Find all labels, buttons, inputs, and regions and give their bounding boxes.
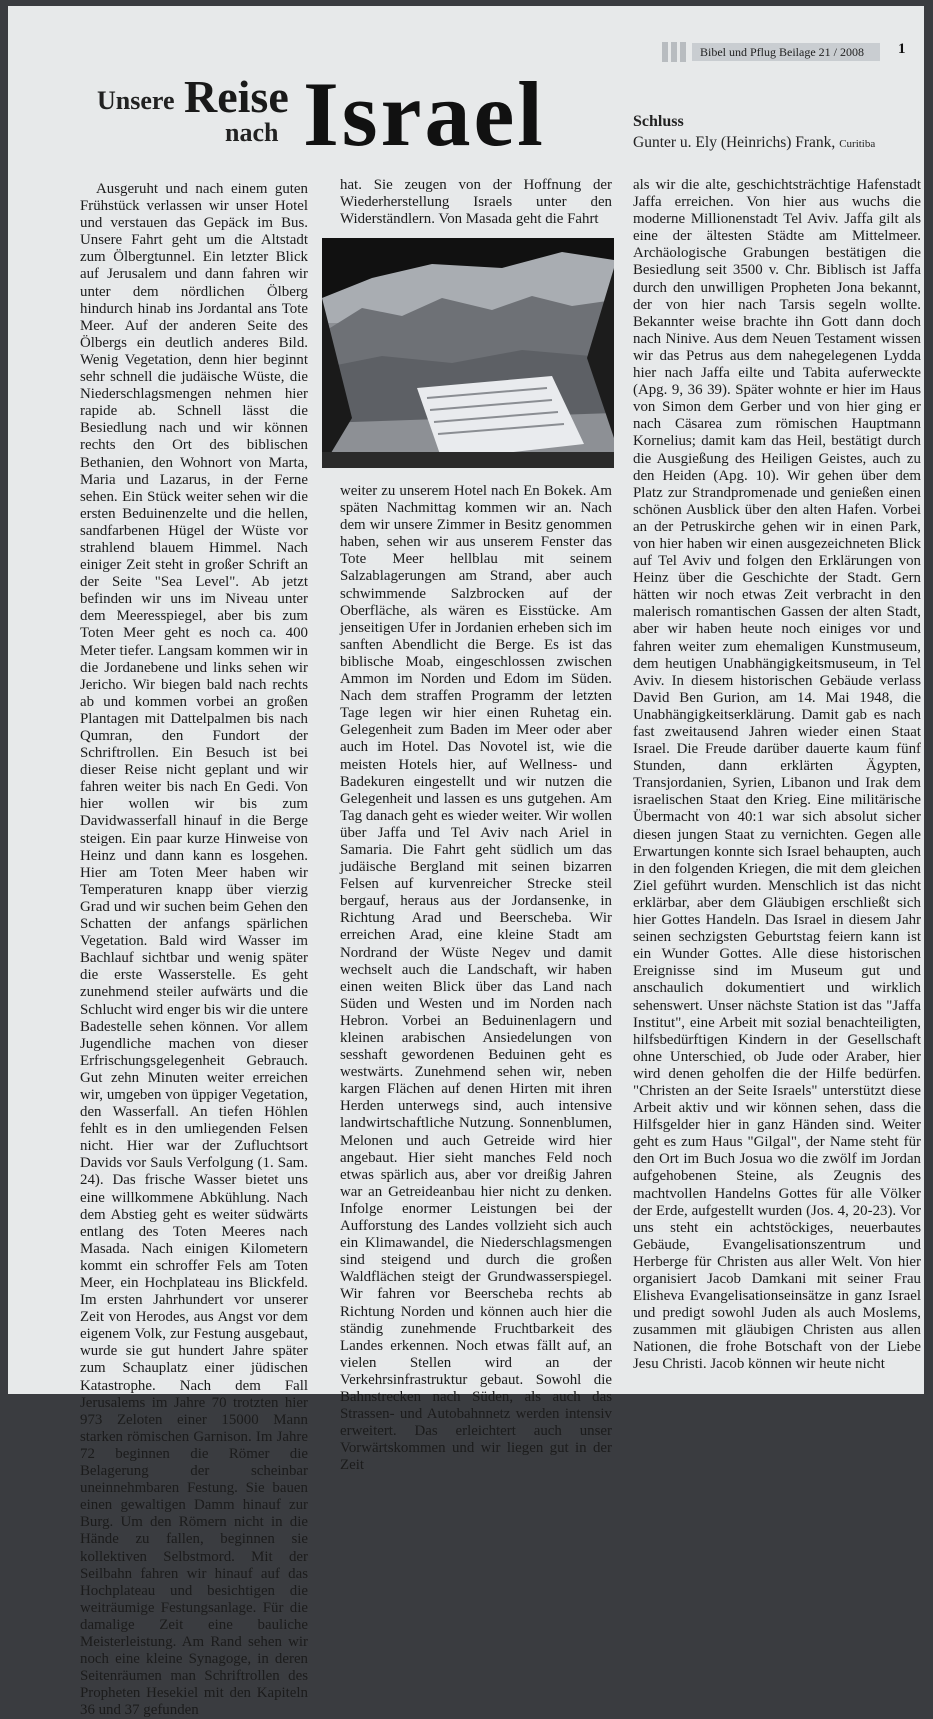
author-names: Gunter u. Ely (Heinrichs) Frank, — [633, 134, 836, 151]
article-column-1 — [80, 181, 308, 1719]
author-location: Curitiba — [839, 138, 876, 150]
title-israel: Israel — [303, 63, 546, 165]
header-stripes-icon — [662, 42, 688, 62]
title-nach: nach — [225, 118, 279, 147]
dead-sea-view-photo — [322, 238, 614, 468]
page-header — [662, 40, 920, 64]
title-reise: Reise — [184, 71, 289, 122]
column-3-text: als wir die alte, geschichtsträchtige Hafenstadt Jaffa erreichen. Von hier aus wuchs die moderne Millionenstadt Tel Aviv. Jaffa gilt als eine der ältesten Städte am Mittelmeer. Archäologische Grabungen bestätigen die Besiedlung seit 3500 v. Chr. Biblisch ist Jaffa durch den unwilligen Propheten Jona bekannt, der von hier nach Tarsis segeln wollte. Bekannter weise brachte ihn Gott dann doch nach Ninive. Aus dem Neuen Testament wissen wir das Petrus aus dem nahegelegenen Lydda hier nach Jaffa eilte und Tabita auferweckte (Apg. 9, 36 39). Später wohnte er hier im Haus von Simon dem Gerber und von hier ging er nach Cäsarea zum römischen Hauptmann Kornelius; damit kam das Heil, bestätigt durch die Ausgießung des Heiligen Geistes, auch zu den Heiden (Apg. 10). Wir gehen über dem Platz zur Strandpromenade und genießen einen schönen Ausblick über den alten Hafen. Vorbei an der Petruskirche gehen wir in einen Park, von hier haben wir einen ausgezeichneten Blick auf Tel Aviv und folgen den Erklärungen von Heinz über die Geschichte der Stadt. Gern hätten wir noch etwas Zeit verbracht in den malerisch romantischen Gassen der alten Stadt, aber wir haben heute noch einiges vor und fahren weiter zum ehemaligen Kunstmuseum, dem heutigen Unabhängigkeitsmuseum, in Tel Aviv. In diesem historischen Gebäude verlass David Ben Gurion, am 14. Mai 1948, die Unabhängigkeitserklärung. Damit gab es nach fast zweitausend Jahren wieder einen Staat Israel. Die Freude darüber dauerte kaum fünf Stunden, dann erklärten Ägypten, Transjordanien, Syrien, Libanon und Irak dem israelischen Staat den Krieg. Eine militärische Übermacht von 40:1 war sich absolut sicher diesen jungen Staat zu vernichten. Gegen alle Erwartungen konnte sich Israel behaupten, auch in den folgenden Kriegen, die mit dem gleichen Ziel geführt wurden. Menschlich ist das nicht erklärbar, aber dem Gläubigen erschließt sich hier Gottes Handeln. Das Israel in diesem Jahr seinen sechzigsten Geburtstag feiern kann ist ein Wunder Gottes. Alle diese historischen Ereignisse sind im Museum gut und anschaulich dokumentiert und wirklich sehenswert. Unser nächste Station ist das "Jaffa Institut", eine Arbeit mit sozial benachteiligten, hilfsbedürftigen Kindern in der Gesellschaft ohne Unterschied, ob Jude oder Araber, hier wird denen geholfen die der Hilfe bedürfen. "Christen an der Seite Israels" unterstützt diese Arbeit aktiv und wir können sehen, dass die Hilfsgelder hier in ganz Händen sind. Weiter geht es zum Haus "Gilgal", der Name steht für den Ort im Buch Josua wo die zwölf im Jordan aufgehobenen Steine, als Zeugnis des machtvollen Handelns Gottes für alle Völker der Erde, aufgestellt wurden (Jos. 4, 20-23). Vor uns steht ein achtstöckiges, neuerbautes Gebäude, Evangelisationszentrum und Herberge für Christen aus aller Welt. Von hier organisiert Jacob Damkani mit seiner Frau Elisheva Evangelisationseinsätze in ganz Israel und predigt sowohl Juden als auch Moslems, zusammen mit gläubigen Christen aus allen Nationen, die frohe Botschaft von der Liebe Jesu Christi. Jacob können wir heute nicht — [633, 177, 921, 1373]
column-2-top-text: hat. Sie zeugen von der Hoffnung der Wiederherstellung Israels unter den Widerständlern. Von Masada geht die Fahrt — [340, 177, 612, 228]
column-1-text: Ausgeruht und nach einem guten Frühstück verlassen wir unser Hotel und verstauen das Gepäck im Bus. Unsere Fahrt geht um die Altstadt zum Ölbergtunnel. Ein letzter Blick auf Jerusalem und dann fahren wir unter dem nördlichen Ölberg hindurch hinab ins Jordantal ans Tote Meer. Auf der anderen Seite des Ölbergs ein deutlich anderes Bild. Wenig Vegetation, denn hier beginnt sehr schnell die judäische Wüste, die Niederschlagsmengen nehmen hier rapide ab. Schnell lässt die Besiedlung nach und wir können rechts den Ort des biblischen Bethanien, den Wohnort von Marta, Maria und Lazarus, in der Ferne sehen. Ein Stück weiter sehen wir die ersten Beduinenzelte und die hellen, sandfarbenen Hügel der Wüste vor strahlend blauem Himmel. Nach einiger Zeit steht in großer Schrift an der Seite "Sea Level". Ab jetzt befinden wir uns im Niveau unter dem Meeresspiegel, aber bis zum Toten Meer geht es noch ca. 400 Meter tiefer. Langsam kommen wir in die Jordanebene und links sehen wir Jericho. Wir biegen bald nach rechts ab und kommen vorbei an großen Plantagen mit Dattelpalmen bis nach Qumran, den Fundort der Schriftrollen. Ein Besuch ist bei dieser Reise nicht geplant und wir fahren weiter bis nach En Gedi. Von hier wollen wir bis zum Davidwasserfall hinauf in die Berge steigen. Ein paar kurze Hinweise von Heinz und dann kann es losgehen. Hier am Toten Meer haben wir Temperaturen knapp über vierzig Grad und wir suchen beim Gehen den Schatten der anfangs spärlichen Vegetation. Bald wird Wasser im Bachlauf sichtbar und wenig später die erste Wasserstelle. Es geht zunehmend steiler aufwärts und die Schlucht wird enger bis wir die untere Badestelle sehen können. Vor allem Jugendliche machen von dieser Erfrischungsgelegenheit Gebrauch. Gut zehn Minuten weiter erreichen wir, umgeben von üppiger Vegetation, den Wasserfall. An tiefen Höhlen fehlt es in den umliegenden Felsen nicht. Hier war der Zufluchtsort Davids vor Sauls Verfolgung (1. Sam. 24). Das frische Wasser bietet uns eine willkommene Abkühlung. Nach dem Abstieg geht es weiter südwärts entlang des Toten Meeres nach Masada. Nach einigen Kilometern kommt ein schroffer Fels am Toten Meer, ein Hochplateau ins Blickfeld. Im ersten Jahrhundert vor unserer Zeit von Herodes, aus Angst vor dem eigenem Volk, zur Festung ausgebaut, wurde sie gut hundert Jahre später zum Schauplatz einer jüdischen Katastrophe. Nach dem Fall Jerusalems im Jahre 70 trotzten hier 973 Zeloten einer 15000 Mann starken römischen Garnison. Im Jahre 72 beginnen die Römer die Belagerung der scheinbar uneinnehmbaren Festung. Sie bauen einen gewaltigen Damm hinauf zur Burg. Um den Römern nicht in die Hände zu fallen, beginnen sie kollektiven Selbstmord. Mit der Seilbahn fahren wir hinauf auf das Hochplateau und besichtigen die weiträumige Festungsanlage. Für die damalige Zeit eine bauliche Meisterleistung. Am Rand sehen wir noch eine kleine Synagoge, in deren Seitenräumen man Schriftrollen des Propheten Hesekiel mit den Kapiteln 36 und 37 gefunden — [80, 181, 308, 1719]
article-column-2-top — [340, 177, 612, 228]
title-unsere: Unsere — [97, 86, 175, 115]
column-2-text: weiter zu unserem Hotel nach En Bokek. Am späten Nachmittag kommen wir an. Nach dem wir unsere Zimmer in Besitz genommen haben, sehen wir aus unserem Fenster das Tote Meer hellblau mit seinem Salzablagerungen am Strand, aber auch schwimmende Salzbrocken auf der Oberfläche, als wären es Eisstücke. Am jenseitigen Ufer in Jordanien erheben sich im sanften Abendlicht die Berge. Es ist das biblische Moab, eingeschlossen zwischen Ammon im Norden und Edom im Süden. Nach dem straffen Programm der letzten Tage legen wir hier einen Ruhetag ein. Gelegenheit zum Baden im Meer oder aber auch im Hotel. Das Novotel ist, wie die meisten Hotels hier, auf Wellness- und Badekuren eingestellt und wir nutzen die Gelegenheit und lassen es uns gutgehen. Am Tag danach geht es wieder weiter. Wir wollen über Jaffa und Tel Aviv nach Ariel in Samaria. Die Fahrt geht südlich um das judäische Bergland mit seinen bizarren Felsen auf kurvenreicher Strecke steil bergauf, heraus aus der Jordansenke, in Richtung Arad und Beerscheba. Wir erreichen Arad, eine kleine Stadt am Nordrand der Wüste Negev und damit wechselt auch die Landschaft, wir haben einen weiten Blick über das Land nach Süden und Westen und im Norden nach Hebron. Vorbei an Beduinenlagern und kleinen arabischen Ansiedelungen von sesshaft gewordenen Beduinen geht es westwärts. Zunehmend sehen wir, neben kargen Flächen auf denen Hirten mit ihren Herden unterwegs sind, auch intensive landwirtschaftliche Nutzung. Sonnenblumen, Melonen und auch Getreide wird hier angebaut. Hier sieht manches Feld noch etwas spärlich aus, aber vor dreißig Jahren war an Getreideanbau hier nicht zu denken. Infolge enormer Leistungen bei der Aufforstung des Landes vollzieht sich auch ein Klimawandel, die Niederschlagsmengen sind steigend und durch die großen Waldflächen steigt der Grundwasserspiegel. Wir fahren vor Beerscheba rechts ab Richtung Norden und können auch hier die ständig zunehmende Fruchtbarkeit des Landes erkennen. Noch etwas fällt auf, an vielen Stellen wird an der Verkehrsinfrastruktur gebaut. Sowohl die Bahnstrecken nach Süden, als auch das Strassen- und Autobahnnetz werden intensiv erweitert. Das erleichtert auch unser Vorwärtskommen und wir liegen gut in der Zeit — [340, 483, 612, 1474]
page-number: 1 — [898, 41, 906, 57]
byline — [633, 134, 875, 152]
part-label: Schluss — [633, 113, 684, 130]
article-column-3 — [633, 177, 921, 1376]
photo-image — [322, 238, 614, 468]
article-column-2 — [340, 483, 612, 1474]
issue-label: Bibel und Pflug Beilage 21 / 2008 — [692, 43, 880, 61]
